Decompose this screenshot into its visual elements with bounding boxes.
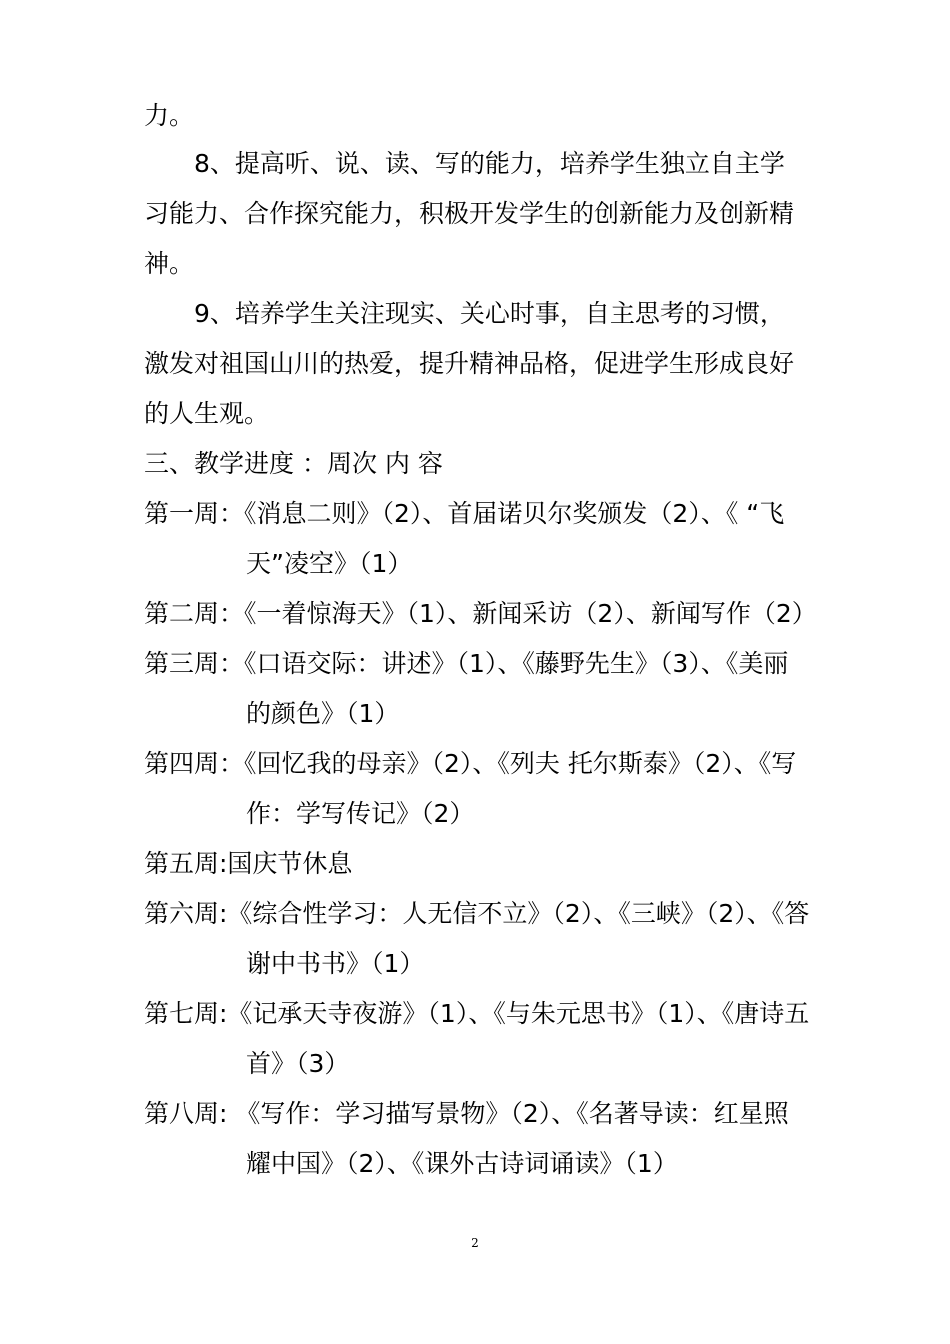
paragraph-8-line-2: 习能力、合作探究能力，积极开发学生的创新能力及创新精: [144, 199, 795, 228]
paragraph-9-line-2: 激发对祖国山川的热爱，提升精神品格，促进学生形成良好: [144, 349, 795, 378]
week-4-line-2: 作：学写传记》（2）: [246, 799, 475, 828]
week-8-line-2: 耀中国》（2）、《课外古诗词诵读》（1）: [246, 1149, 678, 1178]
paragraph-9-line-3: 的人生观。: [144, 399, 270, 428]
paragraph-9-line-1: 9、培养学生关注现实、关心时事，自主思考的习惯，: [194, 299, 785, 328]
week-3-line-2: 的颜色》（1）: [246, 699, 400, 728]
section-heading: 三、教学进度 ：周次 内 容: [144, 449, 443, 478]
week-5-line-1: 第五周:国庆节休息: [144, 849, 353, 878]
week-4-line-1: 第四周：《回忆我的母亲》（2）、《列夫 托尔斯泰》（2）、《写: [144, 749, 797, 778]
week-7-line-1: 第七周:《记承天寺夜游》（1）、《与朱元思书》（1）、《唐诗五: [144, 999, 810, 1028]
week-7-line-2: 首》（3）: [246, 1049, 350, 1078]
paragraph-8-line-1: 8、提高听、说、读、写的能力，培养学生独立自主学: [194, 149, 785, 178]
week-6-line-2: 谢中书书》（1）: [246, 949, 425, 978]
paragraph-7-end: 力。: [144, 101, 195, 130]
week-6-line-1: 第六周:《综合性学习：人无信不立》（2）、《三峡》（2）、《答: [144, 899, 810, 928]
week-2-line-1: 第二周：《一着惊海天》（1）、新闻采访（2）、新闻写作（2）: [144, 599, 817, 628]
week-8-line-1: 第八周: 《写作：学习描写景物》（2）、《名著导读：红星照: [144, 1099, 789, 1128]
paragraph-8-line-3: 神。: [144, 249, 195, 278]
page-number: 2: [471, 1236, 479, 1250]
week-1-line-2: 天”凌空》（1）: [246, 549, 413, 578]
week-3-line-1: 第三周：《口语交际：讲述》（1）、《藤野先生》（3）、《美丽: [144, 649, 789, 678]
week-1-line-1: 第一周：《消息二则》（2）、首届诺贝尔奖颁发（2）、《 “飞: [144, 499, 785, 528]
